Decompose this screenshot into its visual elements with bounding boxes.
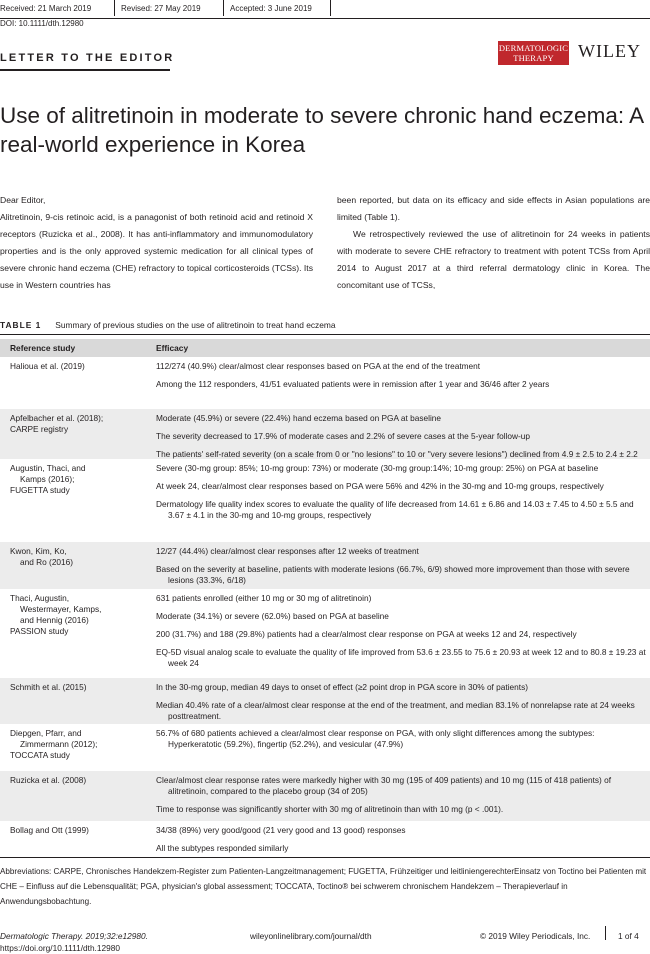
table-row bbox=[0, 542, 650, 589]
revised-date: Revised: 27 May 2019 bbox=[121, 4, 201, 13]
body-paragraph: We retrospectively reviewed the use of alitretinoin for 24 weeks in patients with moderate to severe CHE refractory to treatment with potent TCSs from April 2014 to August 2017 at a third referral dermatology clinic in Korea. The concomitant use of TCSs, bbox=[337, 229, 650, 290]
reference-study-cell bbox=[10, 361, 138, 372]
table-row bbox=[0, 771, 650, 821]
efficacy-cell bbox=[156, 546, 646, 593]
table-row bbox=[0, 678, 650, 724]
reference-study-cell bbox=[10, 728, 138, 761]
accepted-date: Accepted: 3 June 2019 bbox=[230, 4, 312, 13]
reference-study-cell bbox=[10, 463, 138, 496]
article-history-bar bbox=[0, 0, 650, 19]
reference-study-line: PASSION study bbox=[10, 626, 69, 636]
divider bbox=[0, 69, 170, 71]
divider bbox=[330, 0, 331, 16]
journal-logo-line2: THERAPY bbox=[513, 53, 554, 63]
reference-study-line: Diepgen, Pfarr, and bbox=[10, 728, 82, 738]
salutation: Dear Editor, bbox=[0, 195, 46, 205]
reference-study-cell bbox=[10, 593, 138, 637]
efficacy-finding: All the subtypes responded similarly bbox=[156, 843, 289, 853]
table-caption bbox=[0, 320, 336, 330]
journal-website-link[interactable]: wileyonlinelibrary.com/journal/dth bbox=[250, 931, 372, 941]
reference-study-cell bbox=[10, 413, 138, 435]
table-footnote: Abbreviations: CARPE, Chronisches Handekzem-Register zum Patienten-Langzeitmanagement; FUGETTA, Frühzeitiger und leitliniengerechterEinsatz von Toctino bei Patienten mit CHE – Einfluss auf die Lebensqualität; PGA, physician's global assessment; TOCCATA, Toctino® bei schwerem chronischem Handekzem – Therapieverlauf in Anwendungsbobachtung. bbox=[0, 867, 647, 906]
efficacy-cell bbox=[156, 825, 646, 861]
table-row bbox=[0, 459, 650, 542]
efficacy-finding: Severe (30-mg group: 85%; 10-mg group: 73%) or moderate (30-mg group:14%; 10-mg group: 25%) on PGA at baseline bbox=[156, 463, 599, 473]
divider bbox=[114, 0, 115, 16]
efficacy-finding: Time to response was significantly shorter with 30 mg of alitretinoin than with 10 mg (p < .001). bbox=[156, 804, 504, 814]
reference-study-line: Schmith et al. (2015) bbox=[10, 682, 87, 692]
reference-study-line: Bollag and Ott (1999) bbox=[10, 825, 89, 835]
efficacy-cell bbox=[156, 682, 646, 729]
reference-study-cell bbox=[10, 546, 138, 568]
efficacy-cell bbox=[156, 728, 646, 757]
body-paragraph: Alitretinoin, 9-cis retinoic acid, is a panagonist of both retinoid acid and retinoid X receptors (Ruzicka et al., 2008). It has anti-inflammatory and immunomodulatory properties and is the only approved systemic medication for all clinical types of severe chronic hand eczema (CHE) refractory to topical corticosteroids (TCSs). Its use in Western countries has bbox=[0, 212, 313, 290]
table-header bbox=[0, 339, 650, 357]
reference-study-line: Halioua et al. (2019) bbox=[10, 361, 85, 371]
reference-study-line: Kwon, Kim, Ko, bbox=[10, 546, 67, 556]
table-row bbox=[0, 409, 650, 459]
efficacy-finding: Based on the severity at baseline, patients with moderate lesions (66.7%, 6/9) showed more improvement than those with severe lesions (33.3%, 6/18) bbox=[156, 564, 630, 585]
efficacy-finding: Dermatology life quality index scores to evaluate the quality of life decreased from 14.61 ± 6.86 and 14.03 ± 7.45 to 4.50 ± 5.5 and 3.67 ± 4.1 in the 30-mg and 10-mg groups, respectively bbox=[156, 499, 634, 520]
reference-study-line: FUGETTA study bbox=[10, 485, 70, 495]
article-title: Use of alitretinoin in moderate to severe chronic hand eczema: A real-world experience in Korea bbox=[0, 103, 643, 157]
efficacy-cell bbox=[156, 593, 646, 676]
divider bbox=[223, 0, 224, 16]
reference-study-cell bbox=[10, 682, 138, 693]
efficacy-finding: Among the 112 responders, 41/51 evaluated patients were in remission after 1 year and 36/46 after 2 years bbox=[156, 379, 550, 389]
efficacy-finding: 34/38 (89%) very good/good (21 very good and 13 good) responses bbox=[156, 825, 406, 835]
efficacy-finding: EQ-5D visual analog scale to evaluate the quality of life improved from 53.6 ± 23.55 to 75.6 ± 20.93 at week 12 and to 80.8 ± 19.23 at week 24 bbox=[156, 647, 646, 668]
reference-study-line: and Hennig (2016) bbox=[20, 615, 89, 625]
efficacy-finding: The patients' self-rated severity (on a scale from 0 or "no lesions" to 10 or "very severe lesions") declined from 4.9 ± 2.5 to 2.4 ± 2.2 bbox=[156, 449, 638, 459]
divider bbox=[0, 857, 650, 858]
efficacy-finding: 112/274 (40.9%) clear/almost clear responses based on PGA at the end of the treatment bbox=[156, 361, 481, 371]
journal-citation: Dermatologic Therapy. 2019;32:e12980. bbox=[0, 931, 148, 941]
table-row bbox=[0, 357, 650, 409]
reference-study-line: Westermayer, Kamps, bbox=[20, 604, 102, 614]
received-date: Received: 21 March 2019 bbox=[0, 4, 92, 13]
efficacy-finding: 200 (31.7%) and 188 (29.8%) patients had a clear/almost clear response on PGA at weeks 12 and 24, respectively bbox=[156, 629, 577, 639]
efficacy-finding: Moderate (34.1%) or severe (62.0%) based on PGA at baseline bbox=[156, 611, 389, 621]
efficacy-finding: 631 patients enrolled (either 10 mg or 30 mg of alitretinoin) bbox=[156, 593, 372, 603]
efficacy-cell bbox=[156, 361, 646, 397]
efficacy-finding: In the 30-mg group, median 49 days to onset of effect (≥2 point drop in PGA score in 30% of patients) bbox=[156, 682, 528, 692]
journal-logo-line1: DERMATOLOGIC bbox=[498, 43, 569, 53]
reference-study-cell bbox=[10, 775, 138, 786]
efficacy-cell bbox=[156, 463, 646, 528]
efficacy-finding: The severity decreased to 17.9% of moderate cases and 2.2% of severe cases at the 5-year follow-up bbox=[156, 431, 531, 441]
reference-study-line: Apfelbacher et al. (2018); bbox=[10, 413, 104, 423]
table-label: TABLE 1 bbox=[0, 320, 42, 330]
table-row bbox=[0, 724, 650, 771]
column-header-efficacy: Efficacy bbox=[156, 343, 189, 353]
publisher-logo: WILEY bbox=[578, 41, 641, 61]
reference-study-line: Augustin, Thaci, and bbox=[10, 463, 86, 473]
page-number: 1 of 4 bbox=[618, 931, 639, 941]
article-doi[interactable]: DOI: 10.1111/dth.12980 bbox=[0, 19, 84, 28]
divider bbox=[605, 926, 606, 940]
table-caption-text: Summary of previous studies on the use of alitretinoin to treat hand eczema bbox=[55, 320, 336, 330]
section-heading: LETTER TO THE EDITOR bbox=[0, 52, 175, 64]
journal-logo bbox=[498, 41, 569, 65]
body-column-left bbox=[0, 192, 313, 294]
table-row bbox=[0, 821, 650, 857]
reference-study-line: Kamps (2016); bbox=[20, 474, 75, 484]
efficacy-finding: Median 40.4% rate of a clear/almost clear response at the end of the treatment, and median 83.1% of nonrelapse rate at 24 weeks posttreatment. bbox=[156, 700, 635, 721]
efficacy-finding: Clear/almost clear response rates were markedly higher with 30 mg (195 of 409 patients) and 10 mg (115 of 418 patients) of alitretinoin, compared to the placebo group (34 of 205) bbox=[156, 775, 612, 796]
efficacy-finding: 56.7% of 680 patients achieved a clear/almost clear response on PGA, with only slight differences among the subtypes: Hyperkeratotic (59.2%), fingertip (52.2%), and vesicular (47.9%) bbox=[156, 728, 595, 749]
copyright: © 2019 Wiley Periodicals, Inc. bbox=[480, 931, 591, 941]
reference-study-line: TOCCATA study bbox=[10, 750, 70, 760]
column-header-study: Reference study bbox=[10, 343, 76, 353]
divider bbox=[0, 18, 650, 19]
efficacy-finding: Moderate (45.9%) or severe (22.4%) hand eczema based on PGA at baseline bbox=[156, 413, 442, 423]
body-column-right bbox=[337, 192, 650, 294]
reference-study-line: Zimmermann (2012); bbox=[20, 739, 98, 749]
reference-study-line: Thaci, Augustin, bbox=[10, 593, 70, 603]
reference-study-line: and Ro (2016) bbox=[20, 557, 74, 567]
reference-study-line: CARPE registry bbox=[10, 424, 69, 434]
efficacy-finding: At week 24, clear/almost clear responses based on PGA were 56% and 42% in the 30-mg and 10-mg groups, respectively bbox=[156, 481, 604, 491]
efficacy-cell bbox=[156, 775, 646, 822]
efficacy-finding: 12/27 (44.4%) clear/almost clear responses after 12 weeks of treatment bbox=[156, 546, 419, 556]
body-paragraph: been reported, but data on its efficacy and side effects in Asian populations are limited (Table 1). bbox=[337, 195, 650, 222]
divider bbox=[0, 334, 650, 335]
doi-link[interactable]: https://doi.org/10.1111/dth.12980 bbox=[0, 943, 120, 953]
reference-study-line: Ruzicka et al. (2008) bbox=[10, 775, 87, 785]
reference-study-cell bbox=[10, 825, 138, 836]
table-row bbox=[0, 589, 650, 678]
